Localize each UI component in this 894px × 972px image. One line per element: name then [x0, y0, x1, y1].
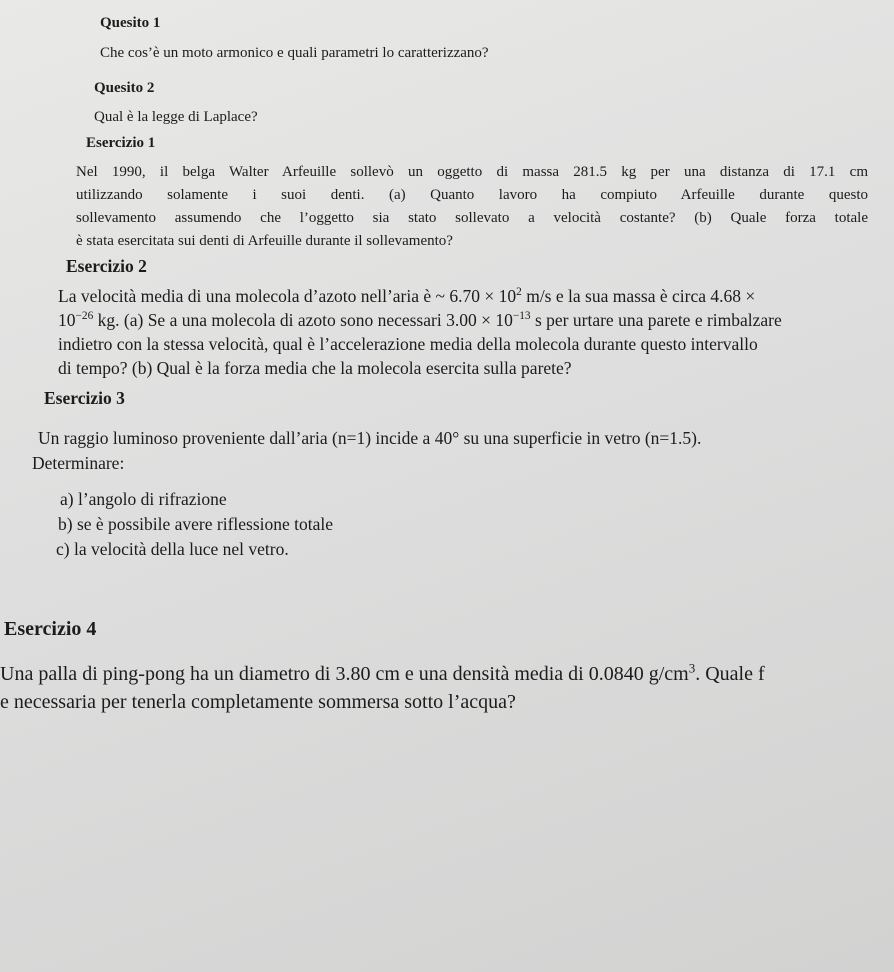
- e2-exponent: −26: [75, 310, 94, 323]
- esercizio-3-title: Esercizio 3: [44, 388, 125, 408]
- esercizio-3-line-2: Determinare:: [32, 453, 125, 473]
- e4-text: Una palla di ping-pong ha un diametro di 3.80 cm e una densità media di 0.0840 g/cm: [0, 663, 689, 685]
- esercizio-2-title: Esercizio 2: [66, 256, 147, 276]
- esercizio-1-line: è stata esercitata sui denti di Arfeuille durante il sollevamento?: [76, 233, 453, 249]
- e4-text: . Quale f: [695, 663, 765, 685]
- esercizio-2-line: indietro con la stessa velocità, qual è l’accelerazione media della molecola durante questo intervallo: [58, 334, 758, 354]
- esercizio-1-title: Esercizio 1: [86, 135, 156, 151]
- e2-text: m/s e la sua massa è circa 4.68 ×: [521, 286, 756, 306]
- quesito-1-text: Che cos’è un moto armonico e quali parametri lo caratterizzano?: [100, 45, 489, 61]
- esercizio-3-line-1: Un raggio luminoso proveniente dall’aria (n=1) incide a 40° su una superficie in vetro (n=1.5).: [38, 428, 702, 448]
- esercizio-1-line: utilizzando solamente i suoi denti. (a) Quanto lavoro ha compiuto Arfeuille durante questo: [76, 187, 868, 203]
- esercizio-1-line: sollevamento assumendo che l’oggetto sia stato sollevato a velocità costante? (b) Quale forza totale: [76, 210, 868, 226]
- e2-exponent: 2: [516, 286, 522, 299]
- esercizio-2-line: di tempo? (b) Qual è la forza media che la molecola esercita sulla parete?: [58, 358, 572, 378]
- quesito-1-title: Quesito 1: [100, 15, 161, 31]
- esercizio-2-line: [58, 308, 884, 332]
- quesito-2-text: Qual è la legge di Laplace?: [94, 109, 258, 125]
- esercizio-1-text: [76, 161, 868, 253]
- esercizio-1-line: Nel 1990, il belga Walter Arfeuille sollevò un oggetto di massa 281.5 kg per una distanza di 17.1 cm: [76, 164, 868, 180]
- quesito-2-title: Quesito 2: [94, 80, 155, 96]
- esercizio-3-item-a: a) l’angolo di rifrazione: [60, 489, 227, 509]
- e2-value: 10: [58, 310, 76, 330]
- e2-exponent: −13: [512, 310, 531, 323]
- esercizio-3-item-b: b) se è possibile avere riflessione totale: [58, 514, 334, 534]
- esercizio-4-title: Esercizio 4: [4, 618, 97, 640]
- esercizio-2-text: [58, 284, 884, 380]
- esercizio-4-line-1: [0, 660, 765, 686]
- esercizio-4-line-2: e necessaria per tenerla completamente sommersa sotto l’acqua?: [0, 691, 516, 713]
- esercizio-3-item-c: c) la velocità della luce nel vetro.: [56, 539, 289, 559]
- esercizio-2-line: [58, 284, 884, 308]
- e4-exponent: 3: [688, 660, 696, 676]
- e2-text: s per urtare una parete e rimbalzare: [530, 310, 782, 330]
- e2-text: La velocità media di una molecola d’azoto nell’aria è: [58, 286, 436, 306]
- e2-text: kg. (a) Se a una molecola di azoto sono necessari 3.00 × 10: [93, 310, 513, 330]
- e2-value: ~ 6.70 × 10: [435, 286, 517, 306]
